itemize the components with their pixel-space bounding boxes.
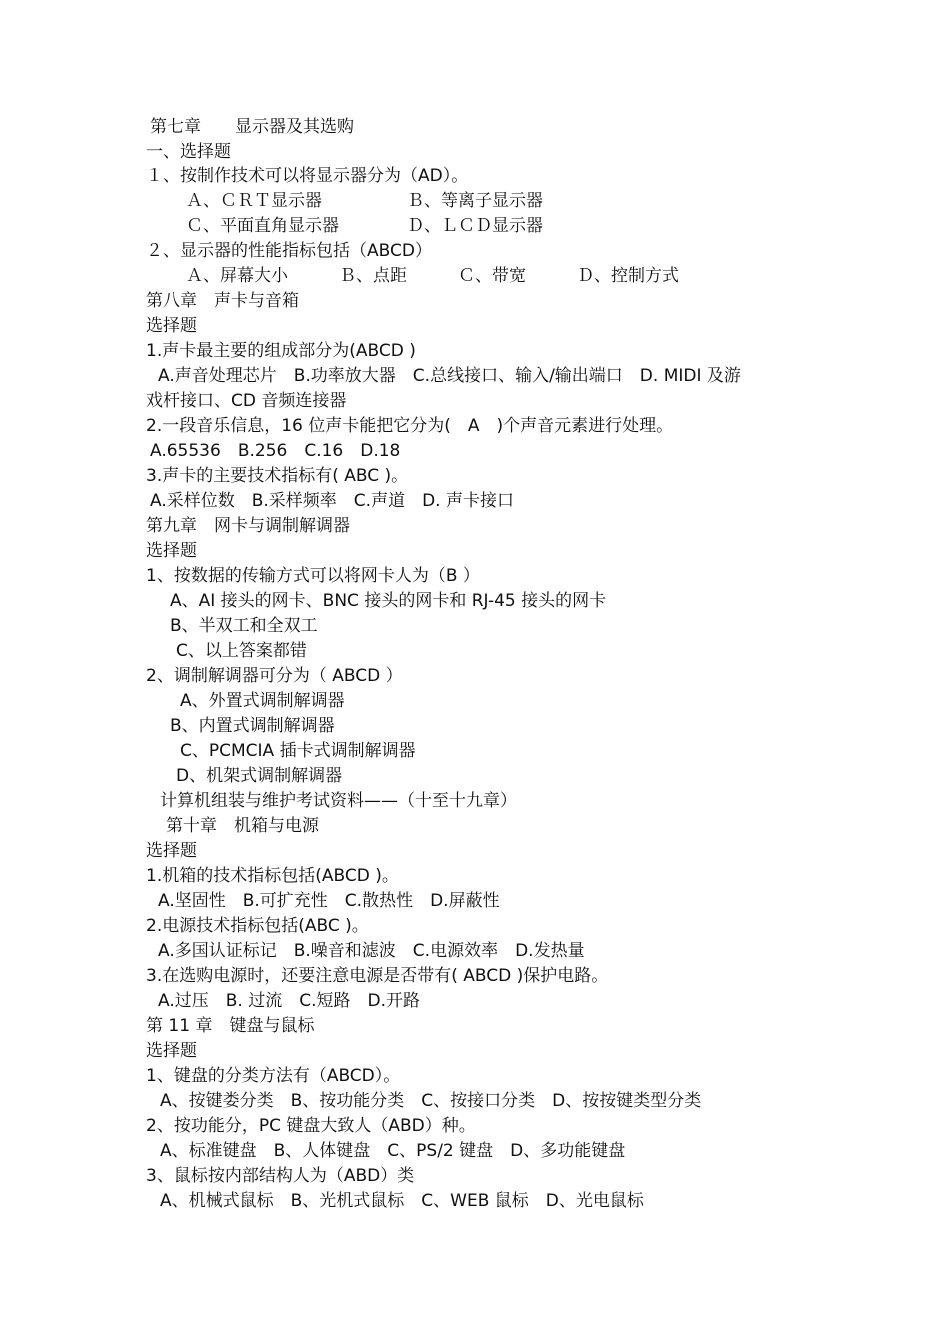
question-text: 1、键盘的分类方法有（ABCD）。 bbox=[146, 1066, 401, 1086]
answer-options: A.坚固性 B.可扩充性 C.散热性 D.屏蔽性 bbox=[158, 891, 500, 911]
answer-options: Ａ、ＣＲＴ显示器 Ｂ、等离子显示器 bbox=[186, 191, 543, 211]
answer-option: A、AI 接头的网卡、BNC 接头的网卡和 RJ-45 接头的网卡 bbox=[170, 591, 607, 611]
answer-option: C、PCMCIA 插卡式调制解调器 bbox=[180, 741, 416, 761]
question-text: 2.电源技术指标包括(ABC )。 bbox=[146, 916, 369, 936]
section-heading: 一、选择题 bbox=[146, 142, 231, 162]
chapter-9-title: 第九章 网卡与调制解调器 bbox=[146, 516, 350, 536]
question-text: １、按制作技术可以将显示器分为（AD）。 bbox=[146, 166, 469, 186]
chapter-11-title: 第 11 章 键盘与鼠标 bbox=[146, 1016, 315, 1036]
answer-options: A.多国认证标记 B.噪音和滤波 C.电源效率 D.发热量 bbox=[158, 941, 585, 961]
chapter-10-title: 第十章 机箱与电源 bbox=[166, 816, 319, 836]
question-text: 1.机箱的技术指标包括(ABCD )。 bbox=[146, 866, 399, 886]
question-text: 3.在选购电源时，还要注意电源是否带有( ABCD )保护电路。 bbox=[146, 966, 609, 986]
answer-option: B、内置式调制解调器 bbox=[170, 716, 335, 736]
question-text: 1.声卡最主要的组成部分为(ABCD ) bbox=[146, 341, 416, 361]
question-text: 2、按功能分，PC 键盘大致人（ABD）种。 bbox=[146, 1116, 476, 1136]
answer-option: D、机架式调制解调器 bbox=[176, 766, 343, 786]
answer-options: A、按键娄分类 B、按功能分类 C、按接口分类 D、按按键类型分类 bbox=[160, 1091, 702, 1111]
question-text: 1、按数据的传输方式可以将网卡人为（B ） bbox=[146, 566, 480, 586]
section-heading: 选择题 bbox=[146, 1041, 197, 1061]
question-text: ２、显示器的性能指标包括（ABCD） bbox=[146, 241, 432, 261]
answer-options: A.采样位数 B.采样频率 C.声道 D. 声卡接口 bbox=[150, 491, 514, 511]
answer-options: A.65536 B.256 C.16 D.18 bbox=[150, 441, 401, 461]
answer-options: A.声音处理芯片 B.功率放大器 C.总线接口、输入/输出端口 D. MIDI 及游 bbox=[158, 366, 741, 386]
answer-options: A.过压 B. 过流 C.短路 D.开路 bbox=[158, 991, 420, 1011]
section-heading: 选择题 bbox=[146, 841, 197, 861]
answer-options: A、标准键盘 B、人体键盘 C、PS/2 键盘 D、多功能键盘 bbox=[160, 1141, 626, 1161]
chapter-7-title: 第七章 显示器及其选购 bbox=[150, 117, 354, 137]
chapter-8-title: 第八章 声卡与音箱 bbox=[146, 291, 299, 311]
document-subtitle: 计算机组装与维护考试资料——（十至十九章） bbox=[160, 791, 517, 811]
answer-options: Ｃ、平面直角显示器 Ｄ、ＬＣＤ显示器 bbox=[186, 216, 543, 236]
question-text: 3、鼠标按内部结构人为（ABD）类 bbox=[146, 1166, 415, 1186]
section-heading: 选择题 bbox=[146, 541, 197, 561]
answer-options-continued: 戏杆接口、CD 音频连接器 bbox=[146, 391, 347, 411]
answer-option: A、外置式调制解调器 bbox=[180, 691, 345, 711]
answer-options: Ａ、屏幕大小 Ｂ、点距 Ｃ、带宽 Ｄ、控制方式 bbox=[186, 266, 679, 286]
answer-option: C、以上答案都错 bbox=[176, 641, 307, 661]
question-text: 2.一段音乐信息，16 位声卡能把它分为( A )个声音元素进行处理。 bbox=[146, 416, 674, 436]
question-text: 2、调制解调器可分为（ ABCD ） bbox=[146, 666, 403, 686]
section-heading: 选择题 bbox=[146, 316, 197, 336]
question-text: 3.声卡的主要技术指标有( ABC )。 bbox=[146, 466, 409, 486]
answer-option: B、半双工和全双工 bbox=[170, 616, 318, 636]
answer-options: A、机械式鼠标 B、光机式鼠标 C、WEB 鼠标 D、光电鼠标 bbox=[160, 1191, 644, 1211]
